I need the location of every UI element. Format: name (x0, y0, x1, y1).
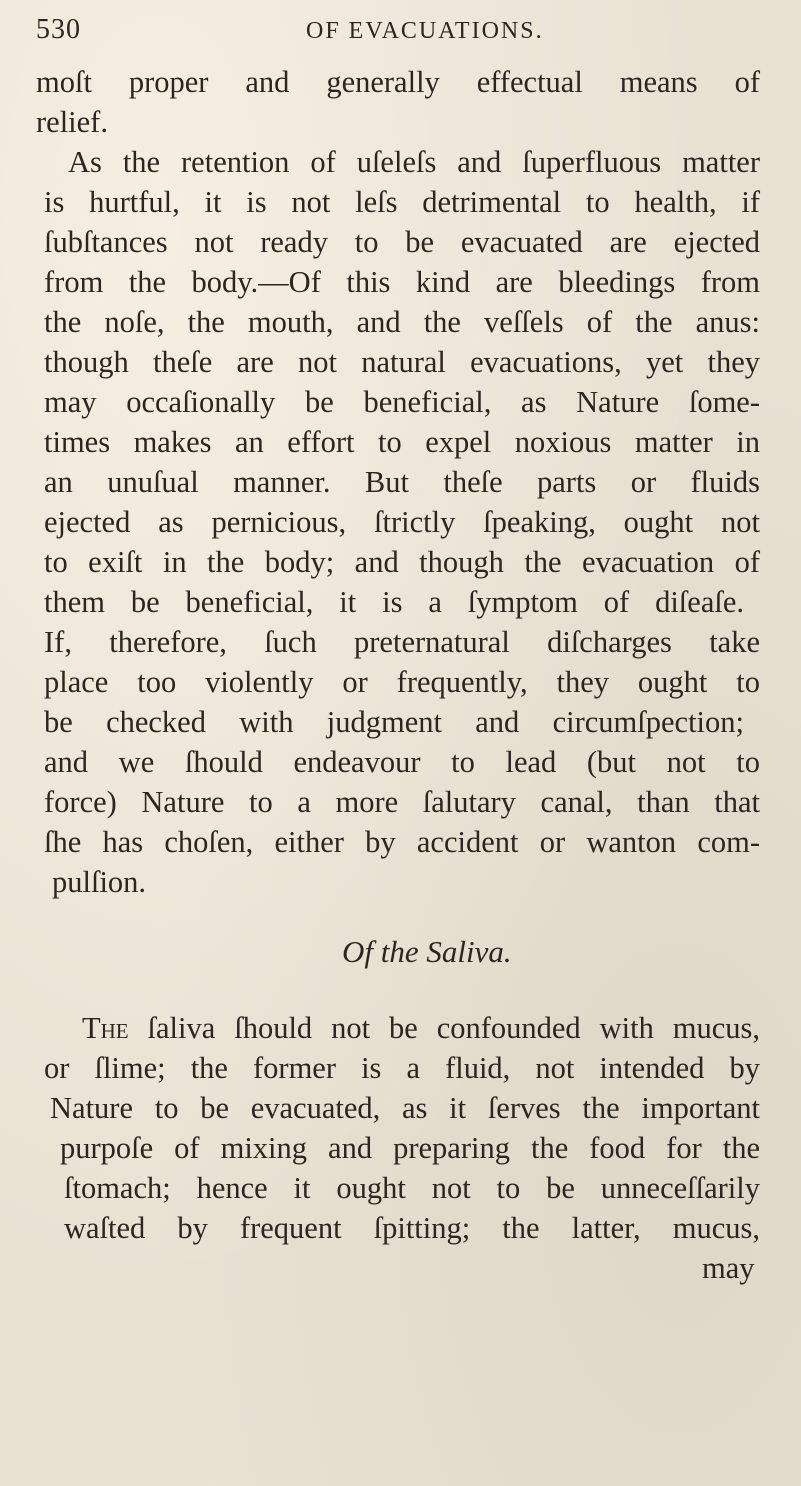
text-line: an unuſual manner. But theſe parts or fluids (44, 465, 760, 499)
text-line: force) Nature to a more ſalutary canal, than that (44, 785, 760, 819)
text-line-rest: ſaliva ſhould not be confounded with mucus, (147, 1011, 760, 1045)
text-line: may occaſionally be beneficial, as Nature ſome- (44, 385, 760, 419)
text-line: moſt proper and generally effectual means of (36, 65, 760, 99)
running-head (0, 14, 801, 58)
text-line: times makes an effort to expel noxious matter in (44, 425, 760, 459)
text-line: or ſlime; the former is a fluid, not intended by (44, 1051, 760, 1085)
text-line: though theſe are not natural evacuations, yet they (44, 345, 760, 379)
section-heading: Of the Saliva. (342, 934, 512, 969)
text-line: be checked with judgment and circumſpection; (44, 705, 744, 739)
text-line: relief. (36, 105, 108, 139)
text-line: is hurtful, it is not leſs detrimental to health, if (44, 185, 760, 219)
text-line: from the body.—Of this kind are bleedings from (44, 265, 760, 299)
text-line: purpoſe of mixing and preparing the food for the (60, 1131, 760, 1165)
drop-word: The (82, 1011, 129, 1045)
catchword: may (702, 1251, 755, 1285)
text-line: Nature to be evacuated, as it ſerves the important (50, 1091, 760, 1125)
text-line: ſtomach; hence it ought not to be unneceſſarily (64, 1171, 760, 1205)
text-line (82, 1008, 760, 1048)
text-line: ſhe has choſen, either by accident or wanton com- (44, 825, 760, 859)
text-line: ſubſtances not ready to be evacuated are ejected (44, 225, 760, 259)
text-line: the noſe, the mouth, and the veſſels of the anus: (44, 305, 760, 339)
text-line: As the retention of uſeleſs and ſuperfluous matter (68, 145, 760, 179)
text-line: waſted by frequent ſpitting; the latter, mucus, (64, 1211, 760, 1245)
text-line: and we ſhould endeavour to lead (but not to (44, 745, 760, 779)
text-line: pulſion. (52, 865, 147, 899)
text-line: place too violently or frequently, they ought to (44, 665, 760, 699)
text-line: If, therefore, ſuch preternatural diſcharges take (44, 625, 760, 659)
page-number: 530 (36, 14, 81, 45)
running-title: OF EVACUATIONS. (306, 18, 544, 44)
text-line: ejected as pernicious, ſtrictly ſpeaking, ought not (44, 505, 760, 539)
text-line: them be beneficial, it is a ſymptom of diſeaſe. (44, 585, 744, 619)
text-line: to exiſt in the body; and though the evacuation of (44, 545, 760, 579)
